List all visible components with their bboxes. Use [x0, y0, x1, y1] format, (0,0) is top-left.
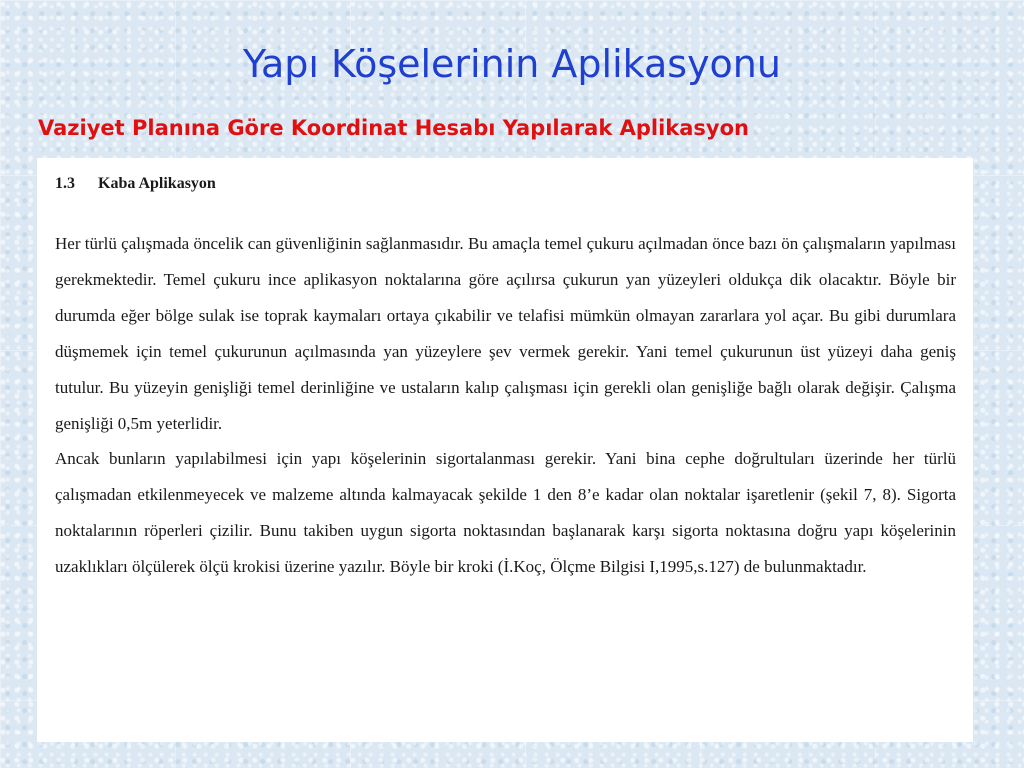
section-title: Kaba Aplikasyon	[98, 175, 216, 192]
paragraph-safety: Her türlü çalışmada öncelik can güvenliğinin sağlanmasıdır. Bu amaçla temel çukuru açılmadan önce bazı ön çalışmaların yapılması gerekmektedir. Temel çukuru ince aplikasyon noktalarına göre açılırsa çukurun yan yüzeyleri oldukça dik olacaktır. Böyle bir durumda eğer bölge sulak ise toprak kaymaları ortaya çıkabilir ve telafisi mümkün olmayan zararlara yol açar. Bu gibi durumlara düşmemek için temel çukurunun açılmasında yan yüzeylere şev vermek gerekir. Yani temel çukurunun üst yüzeyi daha geniş tutulur. Bu yüzeyin genişliği temel derinliğine ve ustaların kalıp çalışması için gerekli olan genişliğe bağlı olarak değişir. Çalışma genişliği 0,5m yeterlidir.	[55, 234, 956, 433]
paragraph-insurance-points: Ancak bunların yapılabilmesi için yapı köşelerinin sigortalanması gerekir. Yani bina cephe doğrultuları üzerinde her türlü çalışmadan etkilenmeyecek ve malzeme altında kalmayacak şekilde 1 den 8’e kadar olan noktalar işaretlenir (şekil 7, 8). Sigorta noktalarının röperleri çizilir. Bunu takiben uygun sigorta noktasından başlanarak karşı sigorta noktasına doğru yapı köşelerinin uzaklıkları ölçülerek ölçü krokisi üzerine yazılır. Böyle bir kroki (İ.Koç, Ölçme Bilgisi I,1995,s.127) de bulunmaktadır.	[55, 449, 956, 577]
slide-subtitle: Vaziyet Planına Göre Koordinat Hesabı Yapılarak Aplikasyon	[38, 116, 749, 140]
section-heading	[55, 170, 956, 198]
document-excerpt	[37, 158, 973, 742]
slide-title: Yapı Köşelerinin Aplikasyonu	[243, 42, 781, 86]
section-number: 1.3	[55, 175, 75, 192]
